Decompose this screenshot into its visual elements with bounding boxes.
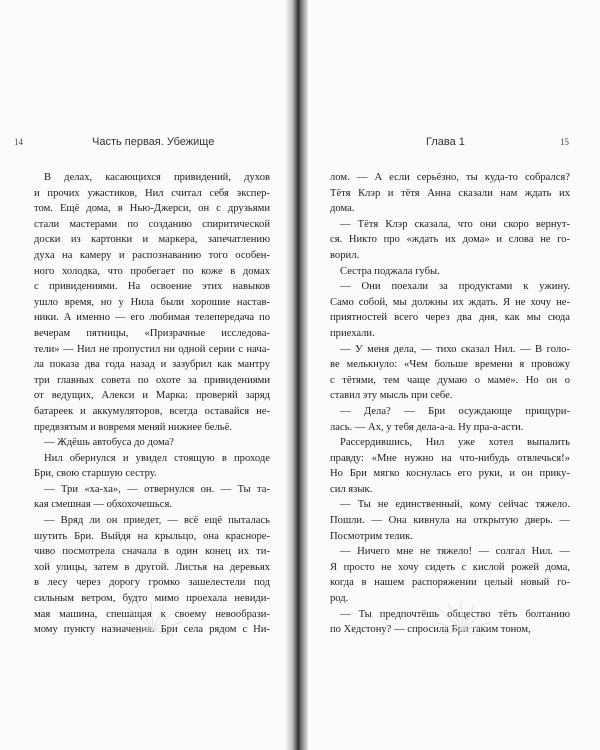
text-line: Нил обернулся и увидел стоящую в проходе: [44, 452, 270, 464]
text-line: предвзятым и вовремя меняй нижнее бельё.: [34, 421, 232, 433]
right-page: [308, 0, 600, 750]
text-line: в лесу через дорогу громко зашелестели под: [34, 577, 270, 589]
text-line: тели» — Нил не пропустил ни одной серии с нача-: [34, 343, 270, 355]
text-line: с тётями, тем чаще думаю о маме». Но он о: [330, 374, 570, 386]
text-line: ве мелькнуло: «Чем больше времени я провожу: [330, 359, 570, 371]
text-line: вечерам пятницы, «Призрачные исследова-: [34, 327, 270, 339]
left-page: [0, 0, 288, 750]
text-line: правду: «Мне нужно на что-нибудь отвлечься!»: [330, 452, 570, 464]
text-line: ся. Никто про «ждать их дома» и слова не го-: [330, 234, 570, 246]
text-line: сильным ветром, будто мимо проехала невиди-: [34, 593, 270, 605]
text-line: три главных совета по охоте за привидениями: [34, 374, 270, 386]
text-line: Но Бри мягко коснулась его руки, и он прику-: [330, 468, 570, 480]
text-line: по Хедстону? — спросила Бри таким тоном,: [330, 624, 531, 636]
text-line: ворил.: [330, 249, 360, 261]
text-line: приятностей всего через два дня, как мы сюда: [330, 312, 570, 324]
left-running-header: Часть первая. Убежище: [92, 136, 215, 148]
text-line: — Дела? — Бри осуждающе прищури-: [340, 405, 570, 417]
text-line: стали мастерами по созданию спиритической: [34, 218, 270, 230]
text-line: лом. — А если серьёзно, ты куда-то собрался?: [330, 172, 570, 183]
text-line: том. Ещё дома, в Нью-Джерси, он с друзьями: [34, 203, 270, 215]
text-line: — Они поехали за продуктами к ужину.: [340, 281, 570, 293]
text-line: от ведущих, Алекси и Марка: проверяй заряд: [34, 390, 270, 402]
text-line: — Три «ха-ха», — отвернулся он. — Ты та-: [44, 483, 270, 495]
text-line: — Ничего мне не тяжело! — солгал Нил. —: [340, 546, 570, 558]
text-line: чиво посмотрела сначала в один конец их ти-: [34, 546, 270, 558]
text-line: батареек и аккумуляторов, всегда оставайся не-: [34, 405, 270, 417]
text-line: ного холодка, что пробегает по коже в домах: [34, 265, 270, 277]
text-line: сил язык.: [330, 483, 373, 495]
text-line: Сестра поджала губы.: [340, 265, 440, 277]
text-line: мая машина, спешащая к своему невообрази-: [34, 608, 270, 620]
text-line: ла показа два года назад и зазубрил как мантру: [34, 359, 270, 371]
text-line: ушло время, но у Нила были хорошие настав-: [34, 296, 270, 308]
text-line: кая смешная — обхохочешься.: [34, 499, 172, 511]
text-line: когда в нашем распоряжении целый новый го-: [330, 577, 570, 589]
text-line: — Ждёшь автобуса до дома?: [44, 437, 175, 449]
text-line: Бри, свою старшую сестру.: [34, 468, 157, 480]
right-body-text: [330, 170, 570, 638]
text-line: дома.: [330, 203, 355, 215]
text-line: — Вряд ли он приедет, — всё ещё пыталась: [44, 515, 270, 527]
text-line: Тётя Клэр и тётя Анна сказали нам ждать их: [330, 187, 570, 199]
right-page-number: 15: [560, 137, 569, 147]
text-line: — Тётя Клэр сказала, что они скоро вернут-: [340, 218, 570, 230]
text-line: мому пункту назначения. Бри села рядом с Ни-: [34, 624, 270, 636]
text-line: духа на камеру и распознаванию того особен-: [34, 249, 270, 261]
left-page-number: 14: [14, 137, 23, 147]
text-line: лась. — Ах, у тебя дела-а-а. Ну пра-а-асти.: [330, 421, 524, 433]
text-line: шутить Бри. Выйдя на крыльцо, она красноре-: [34, 530, 270, 542]
text-line: и прочих ужастиков, Нил считал себя экспер-: [34, 187, 270, 199]
text-line: Я просто не хочу сидеть с кислой рожей дома,: [330, 561, 570, 573]
book-gutter: [286, 0, 308, 750]
starburst-ornament-icon: [118, 600, 188, 640]
text-line: Посмотрим телик.: [330, 530, 413, 542]
text-line: род.: [330, 593, 349, 605]
text-line: — У меня дела, — тихо сказал Нил. — В голо-: [340, 343, 570, 355]
text-line: доски из картонки и маркера, запечатлению: [34, 234, 270, 246]
text-line: приехали.: [330, 327, 375, 339]
text-line: — Ты не единственный, кому сейчас тяжело.: [340, 499, 570, 511]
text-line: с привидениями. На освоение этих навыков: [34, 281, 270, 293]
right-running-header: Глава 1: [426, 136, 465, 148]
left-body-text: [34, 170, 270, 638]
text-line: хой улицы, затем в другой. Листья на деревьях: [34, 561, 270, 573]
text-line: ники. А именно — его любимая телепередача по: [34, 312, 270, 324]
text-line: В делах, касающихся привидений, духов: [44, 172, 270, 183]
text-line: Рассердившись, Нил уже хотел выпалить: [340, 437, 570, 449]
text-line: — Ты предпочтёшь общество тёть болтанию: [340, 608, 570, 620]
starburst-ornament-icon: [428, 600, 498, 640]
text-line: Само собой, мы должны их ждать. Я не хочу не-: [330, 296, 570, 308]
text-line: Пошли. — Она кивнула на открытую дверь. —: [330, 515, 570, 527]
text-line: ставил эту мысль при себе.: [330, 390, 453, 402]
